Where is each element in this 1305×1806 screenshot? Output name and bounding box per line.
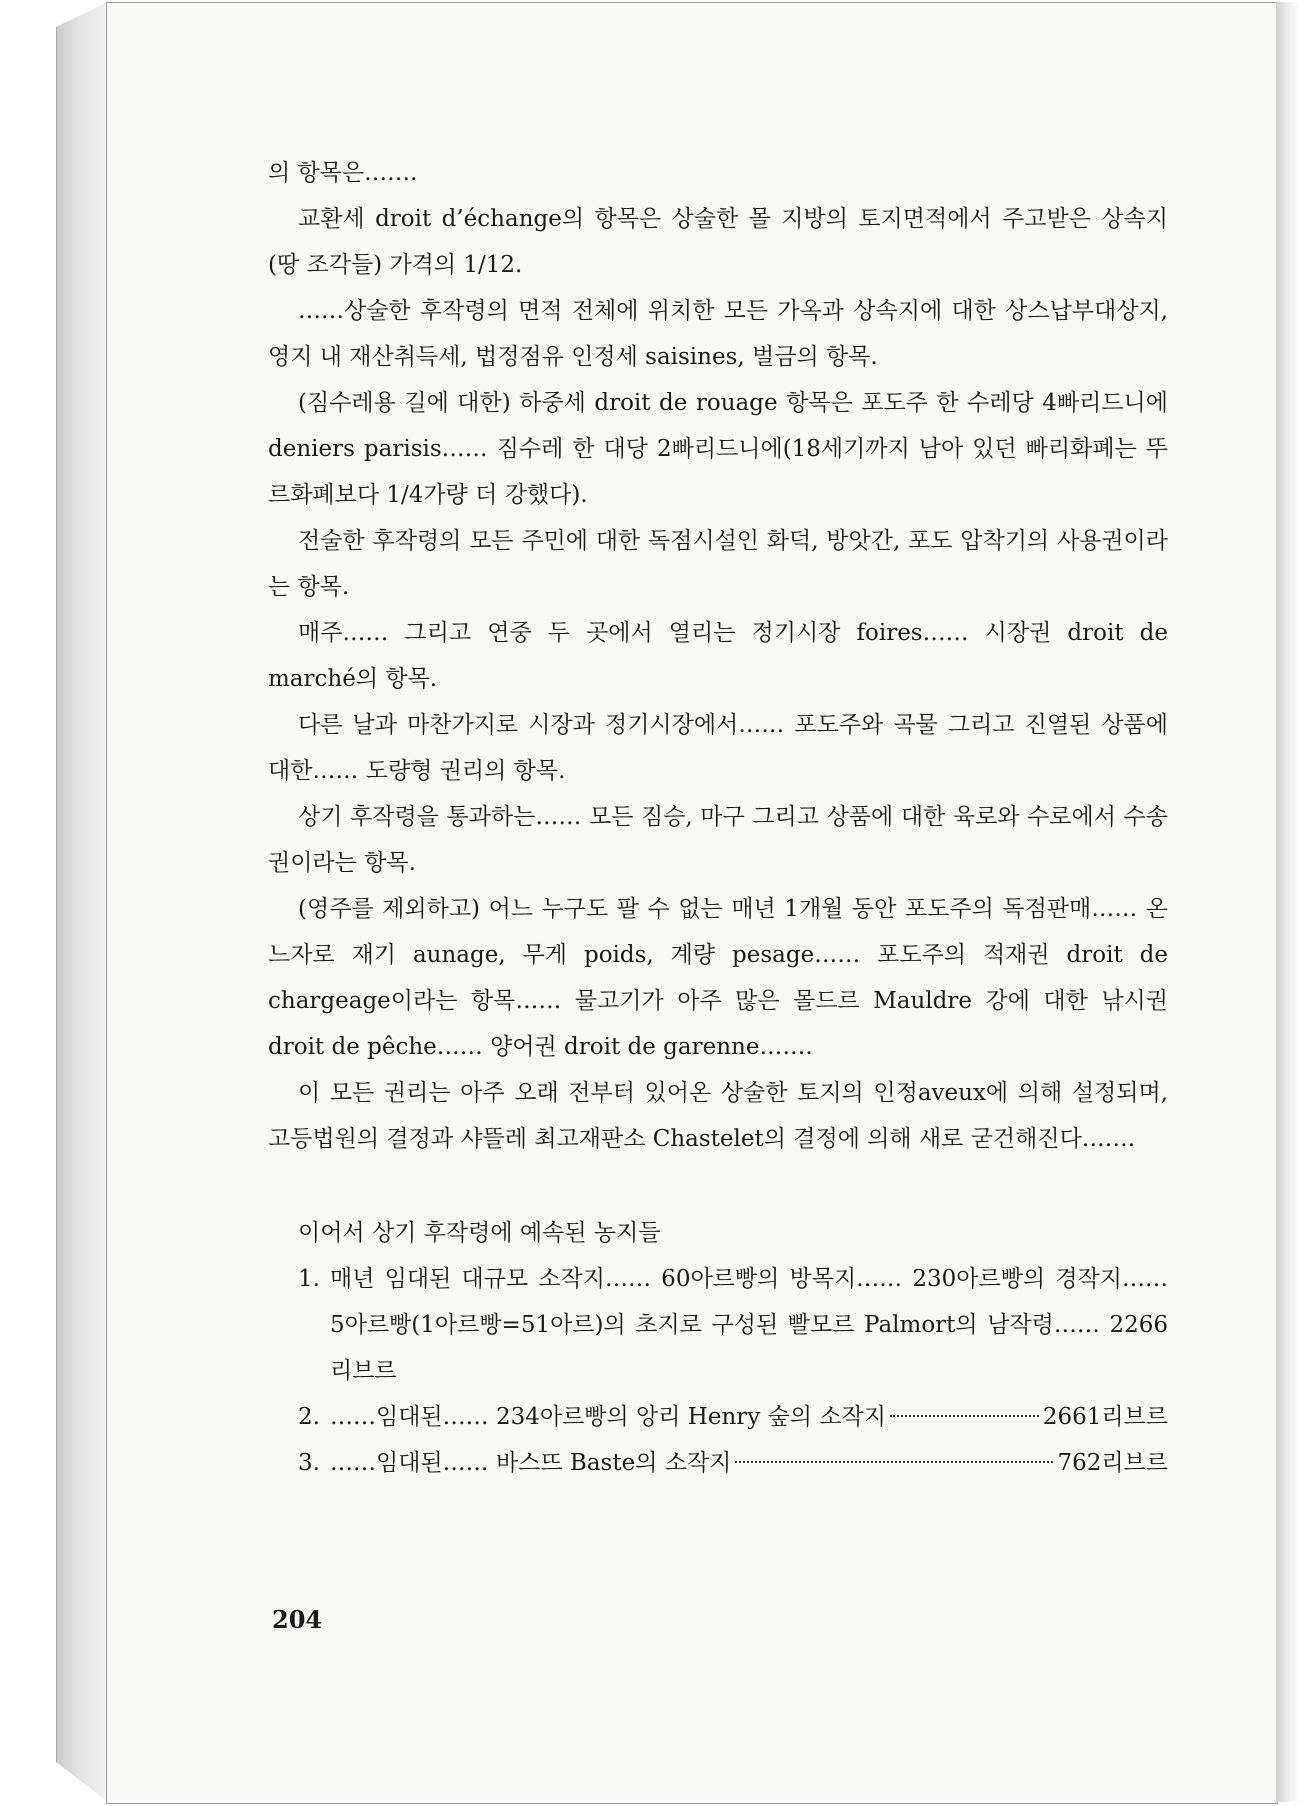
list-item-amount: 2661리브르 [1042, 1404, 1168, 1430]
paragraph: 상기 후작령을 통과하는…… 모든 짐승, 마구 그리고 상품에 대한 육로와 수로에서 수송권이라는 항목. [268, 804, 1168, 876]
list-item-number: 1. [298, 1266, 320, 1292]
list-item-text: ……임대된…… 234아르빵의 앙리 Henry 숲의 소작지 [330, 1404, 886, 1430]
paragraph: (짐수레용 길에 대한) 하중세 droit de rouage 항목은 포도주 한 수레당 4빠리드니에 deniers parisis…… 짐수레 한 대당 2빠리드니에(18세기까지 남아 있던 빠리화폐는 뚜르화폐보다 1/4가량 더 강했다). [268, 390, 1168, 508]
list-item-number: 3. [298, 1450, 320, 1476]
list-item-text: 매년 임대된 대규모 소작지…… 60아르빵의 방목지…… 230아르빵의 경작지…… 5아르빵(1아르빵=51아르)의 초지로 구성된 빨모르 Palmort의 남작령…… 2266리브르 [330, 1266, 1168, 1384]
book-spine-edge [56, 2, 108, 1802]
list-item-text: ……임대된…… 바스뜨 Baste의 소작지 [330, 1450, 732, 1476]
paragraph: 다른 날과 마찬가지로 시장과 정기시장에서…… 포도주와 곡물 그리고 진열된 상품에 대한…… 도량형 권리의 항목. [268, 712, 1168, 784]
farm-list [268, 1256, 1168, 1486]
list-item-amount: 762리브르 [1057, 1450, 1168, 1476]
paragraph: 의 항목은……. [268, 160, 418, 186]
paragraph: 매주…… 그리고 연중 두 곳에서 열리는 정기시장 foires…… 시장권 droit de marché의 항목. [268, 620, 1168, 692]
page-body [268, 150, 1168, 1486]
dot-leader [735, 1461, 1053, 1463]
section-heading: 이어서 상기 후작령에 예속된 농지들 [298, 1220, 661, 1246]
page-edge-shadow [1276, 2, 1300, 1802]
paragraph: ……상술한 후작령의 면적 전체에 위치한 모든 가옥과 상속지에 대한 상스납부대상지, 영지 내 재산취득세, 법정점유 인정세 saisines, 벌금의 항목. [268, 298, 1168, 370]
page-number: 204 [272, 1605, 323, 1634]
paragraph: 전술한 후작령의 모든 주민에 대한 독점시설인 화덕, 방앗간, 포도 압착기의 사용권이라는 항목. [268, 528, 1168, 600]
list-item [268, 1256, 1168, 1394]
dot-leader [890, 1415, 1039, 1417]
paragraph: 교환세 droit d’échange의 항목은 상술한 몰 지방의 토지면적에서 주고받은 상속지(땅 조각들) 가격의 1/12. [268, 206, 1168, 278]
list-item [268, 1440, 1168, 1486]
paragraph: 이 모든 권리는 아주 오래 전부터 있어온 상술한 토지의 인정aveux에 의해 설정되며, 고등법원의 결정과 샤뜰레 최고재판소 Chastelet의 결정에 의해 새로 굳건해진다……. [268, 1080, 1168, 1152]
paragraph: (영주를 제외하고) 어느 누구도 팔 수 없는 매년 1개월 동안 포도주의 독점판매…… 온느자로 재기 aunage, 무게 poids, 계량 pesage…… 포도주의 적재권 droit de chargeage이라는 항목…… 물고기가 아주 많은 몰드르 Mauldre 강에 대한 낚시권 droit de pêche…… 양어권 droit de garenne……. [268, 896, 1168, 1060]
list-item-number: 2. [298, 1404, 320, 1430]
list-item [268, 1394, 1168, 1440]
